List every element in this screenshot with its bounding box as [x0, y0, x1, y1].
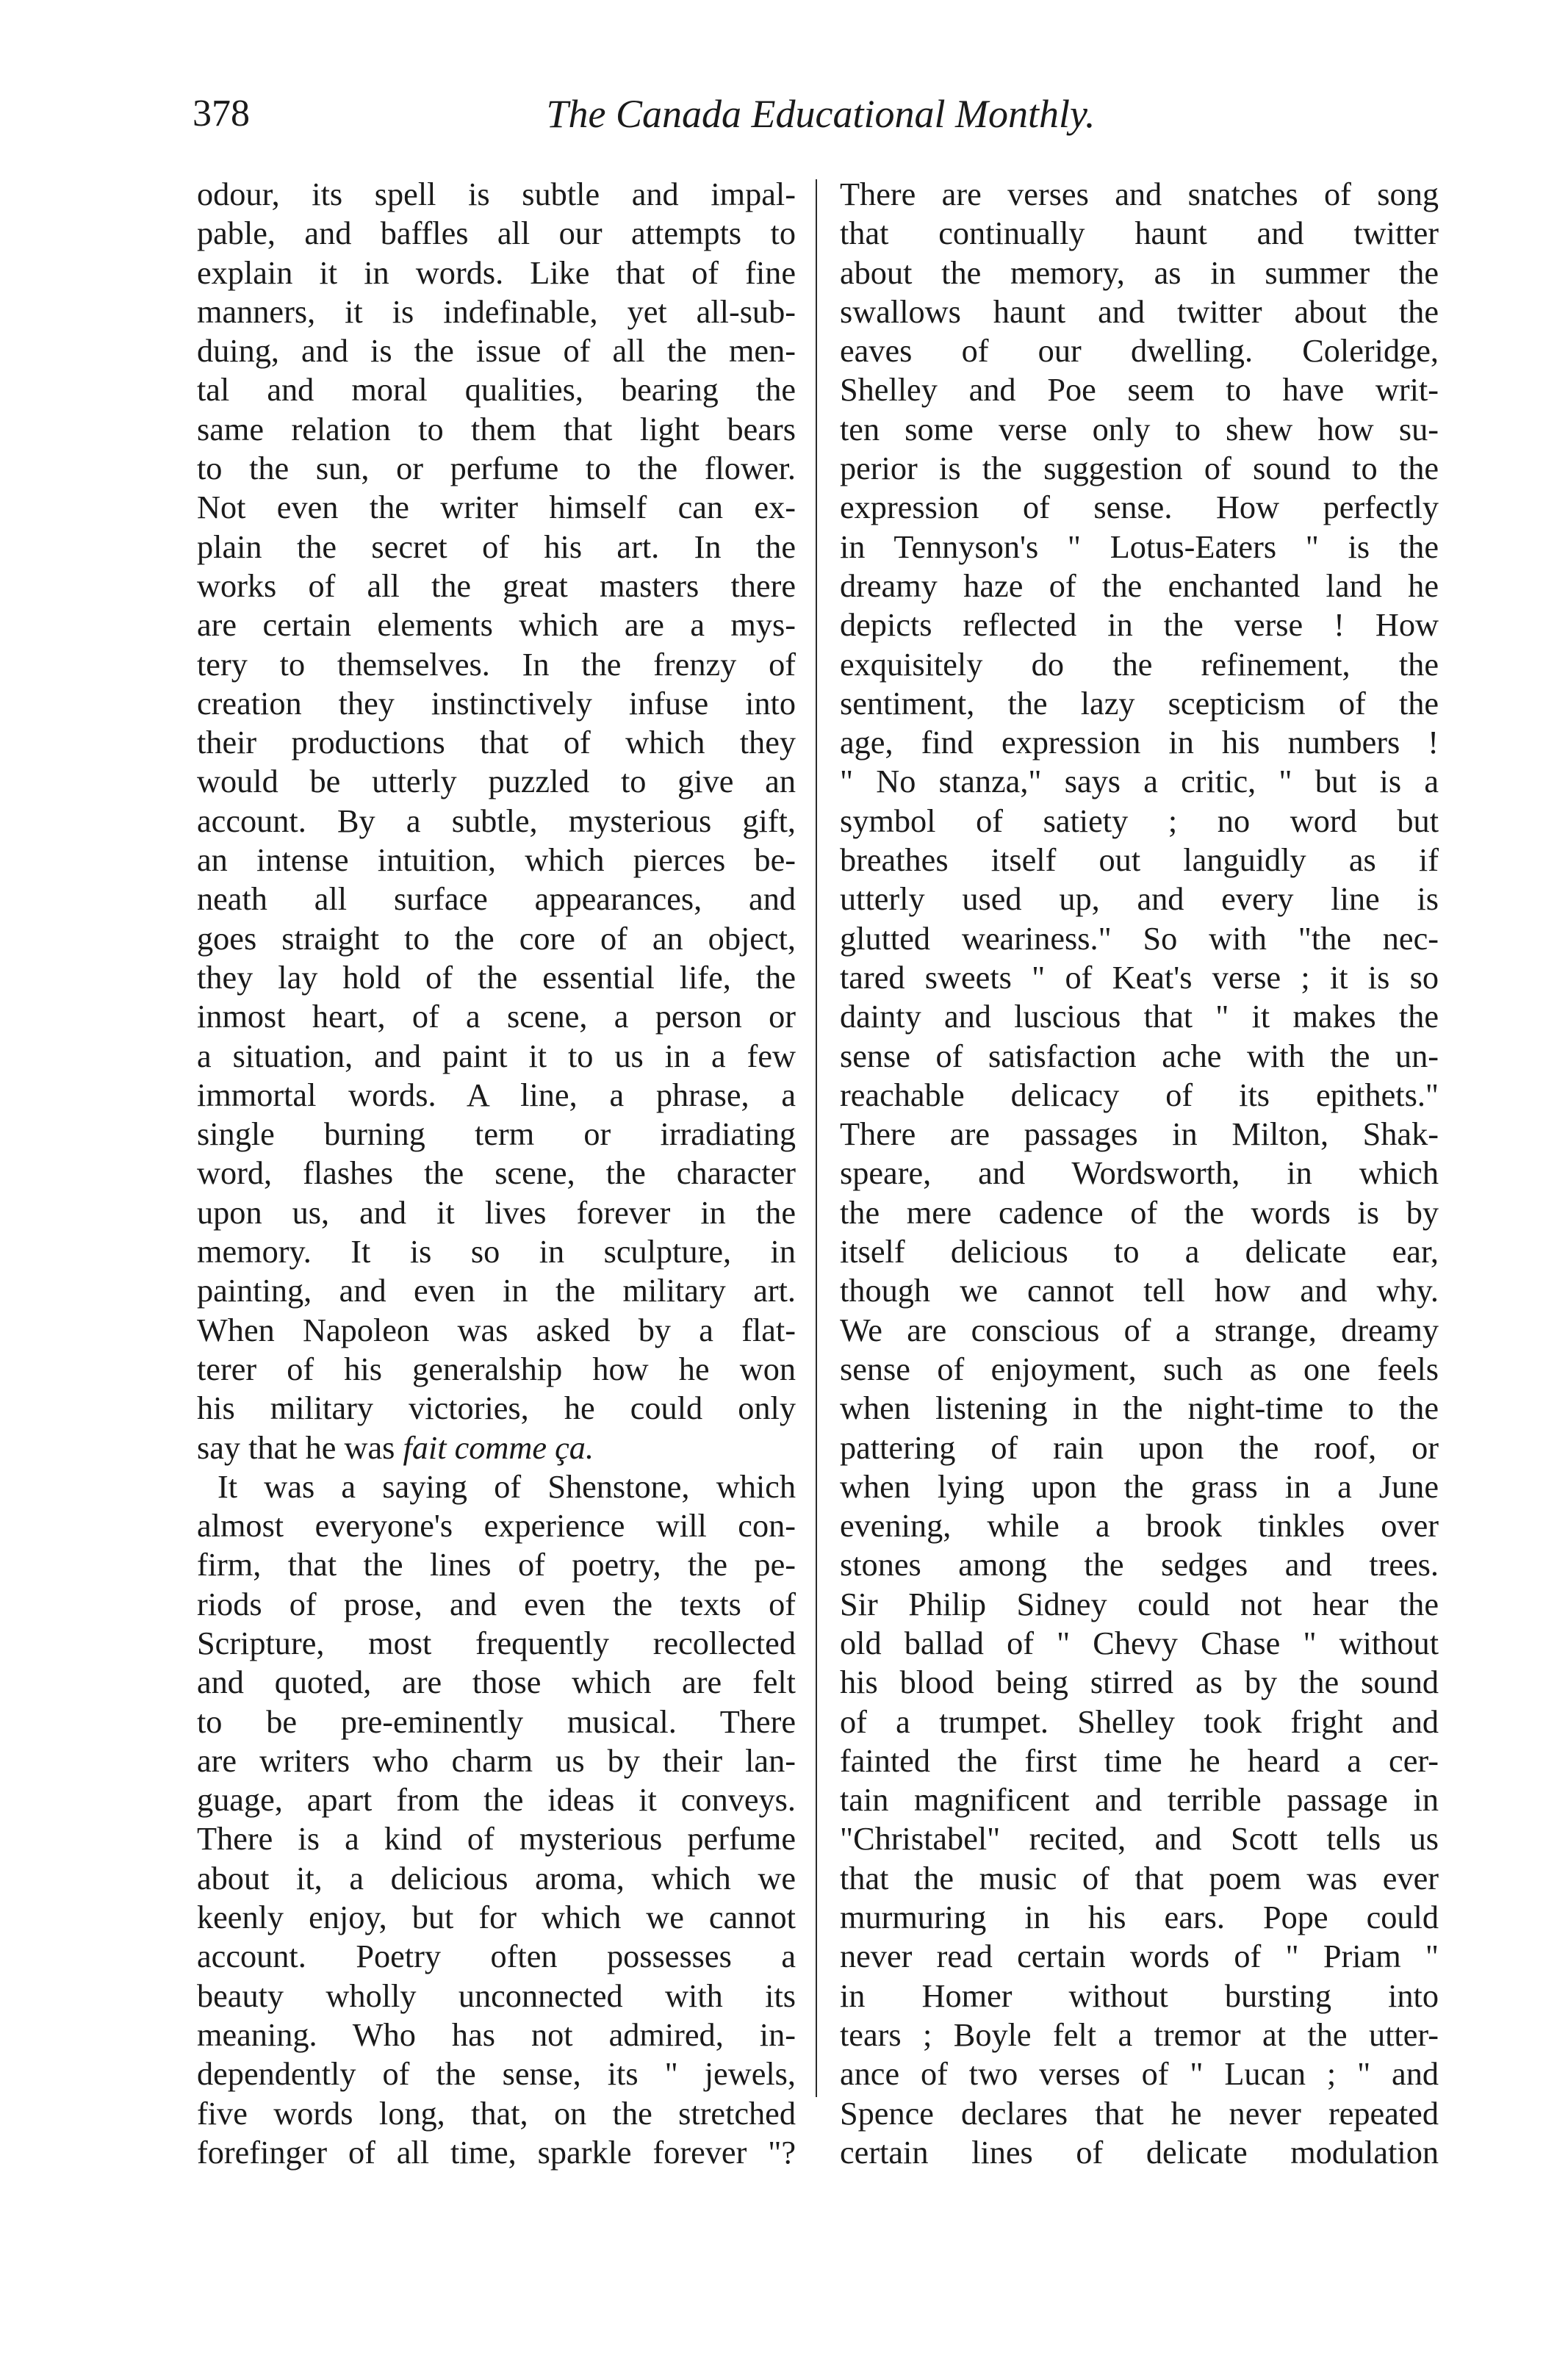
text-line: certain lines of delicate modulation [840, 2134, 1439, 2171]
text-line: Not even the writer himself can ex- [197, 489, 796, 526]
text-line: eaves of our dwelling. Coleridge, [840, 333, 1439, 370]
text-line: to be pre-eminently musical. There [197, 1703, 796, 1740]
text-line: word, flashes the scene, the character [197, 1155, 796, 1192]
text-line: dreamy haze of the enchanted land he [840, 567, 1439, 604]
text-line: utterly used up, and every line is [840, 881, 1439, 918]
text-line: Shelley and Poe seem to have writ- [840, 372, 1439, 409]
text-line: " No stanza," says a critic, " but is a [840, 763, 1439, 800]
text-line: sense of satisfaction ache with the un- [840, 1038, 1439, 1074]
text-fragment: say that he was [197, 1429, 403, 1466]
text-line: It was a saying of Shenstone, which [217, 1468, 796, 1505]
text-line: tery to themselves. In the frenzy of [197, 646, 796, 683]
text-line: swallows haunt and twitter about the [840, 293, 1439, 330]
text-line: his blood being stirred as by the sound [840, 1664, 1439, 1701]
text-line: to the sun, or perfume to the flower. [197, 450, 796, 487]
text-line: their productions that of which they [197, 725, 796, 761]
text-line: murmuring in his ears. Pope could [840, 1899, 1439, 1936]
text-line: tain magnificent and terrible passage in [840, 1782, 1439, 1819]
text-line: symbol of satiety ; no word but [840, 802, 1439, 839]
text-line: We are conscious of a strange, dreamy [840, 1312, 1439, 1348]
text-line: would be utterly puzzled to give an [197, 763, 796, 800]
text-line: are certain elements which are a mys- [197, 607, 796, 644]
text-line: of a trumpet. Shelley took fright and [840, 1703, 1439, 1740]
text-line: There are verses and snatches of song [840, 176, 1439, 212]
text-line: creation they instinctively infuse into [197, 685, 796, 722]
text-line: "Christabel" recited, and Scott tells us [840, 1821, 1439, 1858]
text-line: Spence declares that he never repeated [840, 2095, 1439, 2132]
text-line: immortal words. A line, a phrase, a [197, 1076, 796, 1113]
text-line: inmost heart, of a scene, a person or [197, 999, 796, 1035]
text-line: five words long, that, on the stretched [197, 2095, 796, 2132]
left-paragraph-2 [197, 1467, 796, 2172]
text-line: his military victories, he could only [197, 1390, 796, 1427]
text-line: that continually haunt and twitter [840, 215, 1439, 252]
text-line: an intense intuition, which pierces be- [197, 842, 796, 879]
text-line: beauty wholly unconnected with its [197, 1977, 796, 2014]
text-line: evening, while a brook tinkles over [840, 1508, 1439, 1545]
column-divider [816, 179, 817, 2097]
text-line: fainted the first time he heard a cer- [840, 1742, 1439, 1779]
text-line: exquisitely do the refinement, the [840, 646, 1439, 683]
text-line: never read certain words of " Priam " [840, 1938, 1439, 1975]
text-line [197, 1428, 796, 1467]
text-line: meaning. Who has not admired, in- [197, 2016, 796, 2053]
text-line: manners, it is indefinable, yet all-sub- [197, 293, 796, 330]
text-line: old ballad of " Chevy Chase " without [840, 1625, 1439, 1661]
text-line: perior is the suggestion of sound to the [840, 450, 1439, 487]
text-line: about it, a delicious aroma, which we [197, 1860, 796, 1896]
text-line: memory. It is so in sculpture, in [197, 1234, 796, 1270]
text-line: sentiment, the lazy scepticism of the [840, 685, 1439, 722]
text-line: tared sweets " of Keat's verse ; it is so [840, 959, 1439, 996]
text-line: tal and moral qualities, bearing the [197, 372, 796, 409]
text-line: sense of enjoyment, such as one feels [840, 1351, 1439, 1387]
text-line: There is a kind of mysterious perfume [197, 1821, 796, 1858]
text-line: a situation, and paint it to us in a few [197, 1038, 796, 1074]
text-line: breathes itself out languidly as if [840, 842, 1439, 879]
text-line: and quoted, are those which are felt [197, 1664, 796, 1701]
text-line: itself delicious to a delicate ear, [840, 1234, 1439, 1270]
text-line: When Napoleon was asked by a flat- [197, 1312, 796, 1348]
text-line: reachable delicacy of its epithets." [840, 1076, 1439, 1113]
page-number: 378 [193, 93, 250, 134]
italic-phrase: fait comme ça. [403, 1429, 594, 1466]
text-line: firm, that the lines of poetry, the pe- [197, 1547, 796, 1583]
text-line: pattering of rain upon the roof, or [840, 1429, 1439, 1466]
text-line: Sir Philip Sidney could not hear the [840, 1586, 1439, 1622]
left-paragraph-1 [197, 175, 796, 1467]
page-header [193, 88, 1449, 147]
text-line: though we cannot tell how and why. [840, 1273, 1439, 1309]
text-line: almost everyone's experience will con- [197, 1508, 796, 1545]
text-line: neath all surface appearances, and [197, 881, 796, 918]
text-line: in Homer without bursting into [840, 1977, 1439, 2014]
text-line: keenly enjoy, but for which we cannot [197, 1899, 796, 1936]
running-title: The Canada Educational Monthly. [546, 92, 1096, 136]
text-line: plain the secret of his art. In the [197, 528, 796, 565]
text-line: forefinger of all time, sparkle forever "? [197, 2134, 796, 2171]
text-line: about the memory, as in summer the [840, 254, 1439, 291]
text-line: Scripture, most frequently recollected [197, 1625, 796, 1661]
left-column [197, 175, 796, 2172]
text-line: duing, and is the issue of all the men- [197, 333, 796, 370]
text-line: that the music of that poem was ever [840, 1860, 1439, 1896]
text-line: dainty and luscious that " it makes the [840, 999, 1439, 1035]
text-line: tears ; Boyle felt a tremor at the utter- [840, 2016, 1439, 2053]
text-line: they lay hold of the essential life, the [197, 959, 796, 996]
text-line: pable, and baffles all our attempts to [197, 215, 796, 252]
text-line: in Tennyson's " Lotus-Eaters " is the [840, 528, 1439, 565]
text-line: expression of sense. How perfectly [840, 489, 1439, 526]
text-line: upon us, and it lives forever in the [197, 1194, 796, 1231]
text-line: dependently of the sense, its " jewels, [197, 2056, 796, 2093]
text-line: account. Poetry often possesses a [197, 1938, 796, 1975]
text-line: terer of his generalship how he won [197, 1351, 796, 1387]
text-line: works of all the great masters there [197, 567, 796, 604]
text-line: glutted weariness." So with "the nec- [840, 920, 1439, 957]
text-line: account. By a subtle, mysterious gift, [197, 802, 796, 839]
text-line: painting, and even in the military art. [197, 1273, 796, 1309]
text-line: riods of prose, and even the texts of [197, 1586, 796, 1622]
text-line: guage, apart from the ideas it conveys. [197, 1782, 796, 1819]
text-line: speare, and Wordsworth, in which [840, 1155, 1439, 1192]
text-line: ten some verse only to shew how su- [840, 411, 1439, 447]
text-line: single burning term or irradiating [197, 1116, 796, 1153]
text-line: depicts reflected in the verse ! How [840, 607, 1439, 644]
right-column [840, 175, 1439, 2172]
text-line: explain it in words. Like that of fine [197, 254, 796, 291]
text-line: the mere cadence of the words is by [840, 1194, 1439, 1231]
text-line: are writers who charm us by their lan- [197, 1742, 796, 1779]
text-line: odour, its spell is subtle and impal- [197, 176, 796, 212]
text-line: age, find expression in his numbers ! [840, 725, 1439, 761]
text-line: when listening in the night-time to the [840, 1390, 1439, 1427]
text-line: ance of two verses of " Lucan ; " and [840, 2056, 1439, 2093]
text-line: There are passages in Milton, Shak- [840, 1116, 1439, 1153]
text-line: goes straight to the core of an object, [197, 920, 796, 957]
text-line: stones among the sedges and trees. [840, 1547, 1439, 1583]
text-line: same relation to them that light bears [197, 411, 796, 447]
text-line: when lying upon the grass in a June [840, 1468, 1439, 1505]
